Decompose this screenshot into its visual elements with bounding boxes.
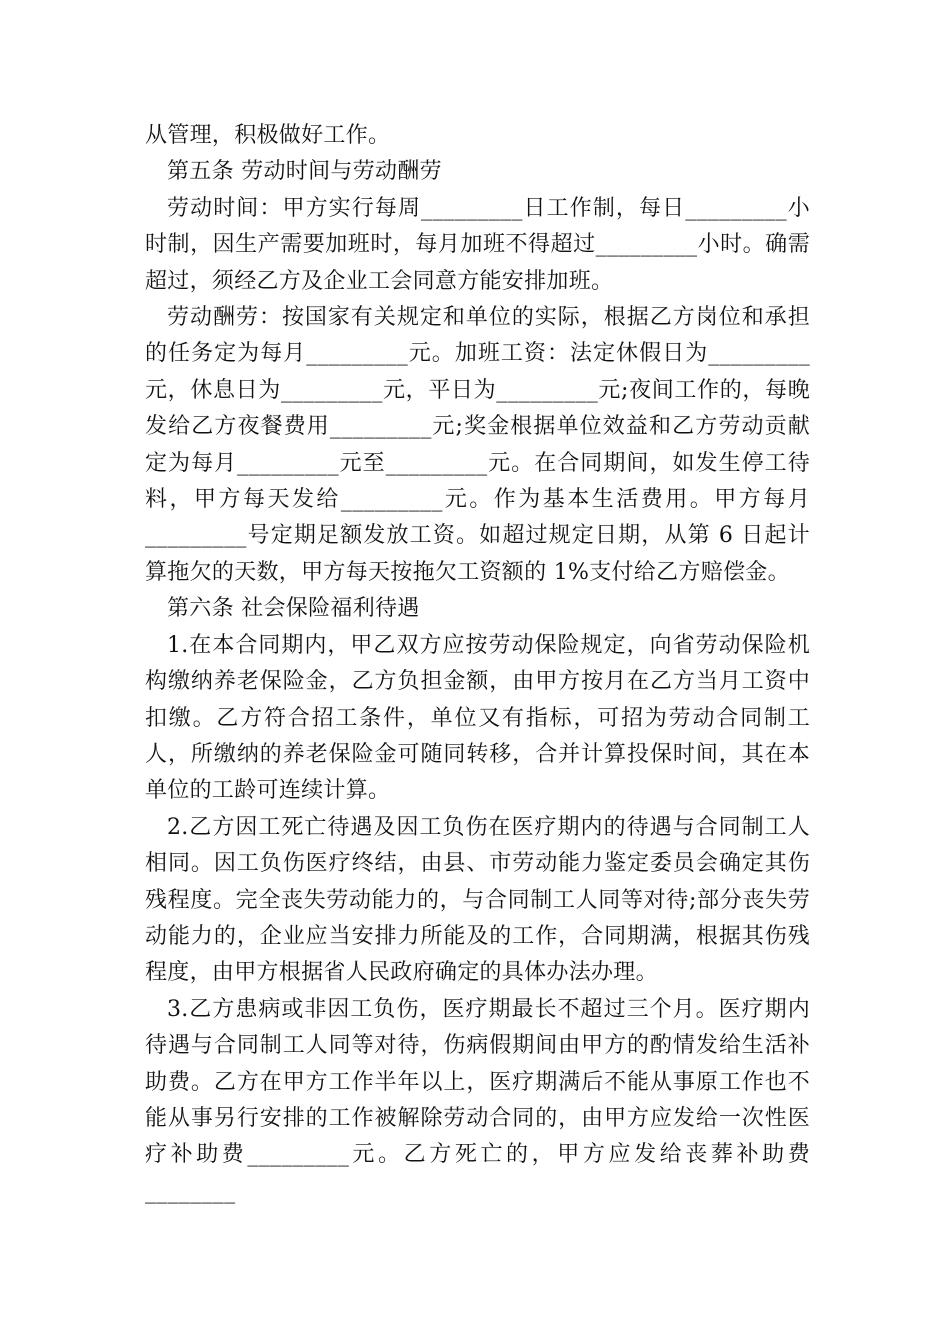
remuneration-paragraph: 劳动酬劳：按国家有关规定和单位的实际，根据乙方岗位和承担的任务定为每月_________元。加班工资：法定休假日为_________元，休息日为_________元，平日为_________元;夜间工作的，每晚发给乙方夜餐费用_________元;奖金根据单位效益和乙方劳动贡献定为每月_________元至_________元。在合同期间，如发生停工待料，甲方每天发给_________元。作为基本生活费用。甲方每月_________号定期足额发放工资。如超过规定日期，从第 6 日起计算拖欠的天数，甲方每天按拖欠工资额的 1%支付给乙方赔偿金。 bbox=[145, 305, 810, 585]
working-hours-paragraph: 劳动时间：甲方实行每周_________日工作制，每日_________小时制，因生产需要加班时，每月加班不得超过_________小时。确需超过，须经乙方及企业工会同意方能安排加班。 bbox=[145, 195, 810, 294]
paragraph-continuation: 从管理，积极做好工作。 bbox=[145, 123, 391, 148]
insurance-clause-2: 2.乙方因工死亡待遇及因工负伤在医疗期内的待遇与合同制工人相同。因工负伤医疗终结，由县、市劳动能力鉴定委员会确定其伤残程度。完全丧失劳动能力的，与合同制工人同等对待;部分丧失劳动能力的，企业应当安排力所能及的工作，合同期满，根据其伤残程度，由甲方根据省人民政府确定的具体办法办理。 bbox=[145, 814, 810, 986]
document-body bbox=[145, 118, 810, 1210]
insurance-clause-3: 3.乙方患病或非因工负伤，医疗期最长不超过三个月。医疗期内待遇与合同制工人同等对待，伤病假期间由甲方的酌情发给生活补助费。乙方在甲方工作半年以上，医疗期满后不能从事原工作也不能从事另行安排的工作被解除劳动合同的，由甲方应发给一次性医疗补助费_________元。乙方死亡的，甲方应发给丧葬补助费________ bbox=[145, 996, 810, 1204]
insurance-clause-1: 1.在本合同期内，甲乙双方应按劳动保险规定，向省劳动保险机构缴纳养老保险金，乙方负担金额，由甲方按月在乙方当月工资中扣缴。乙方符合招工条件，单位又有指标，可招为劳动合同制工人，所缴纳的养老保险金可随同转移，合并计算投保时间，其在本单位的工龄可连续计算。 bbox=[145, 632, 810, 804]
article-6-heading: 第六条 社会保险福利待遇 bbox=[167, 596, 420, 622]
article-5-heading: 第五条 劳动时间与劳动酬劳 bbox=[167, 159, 442, 185]
